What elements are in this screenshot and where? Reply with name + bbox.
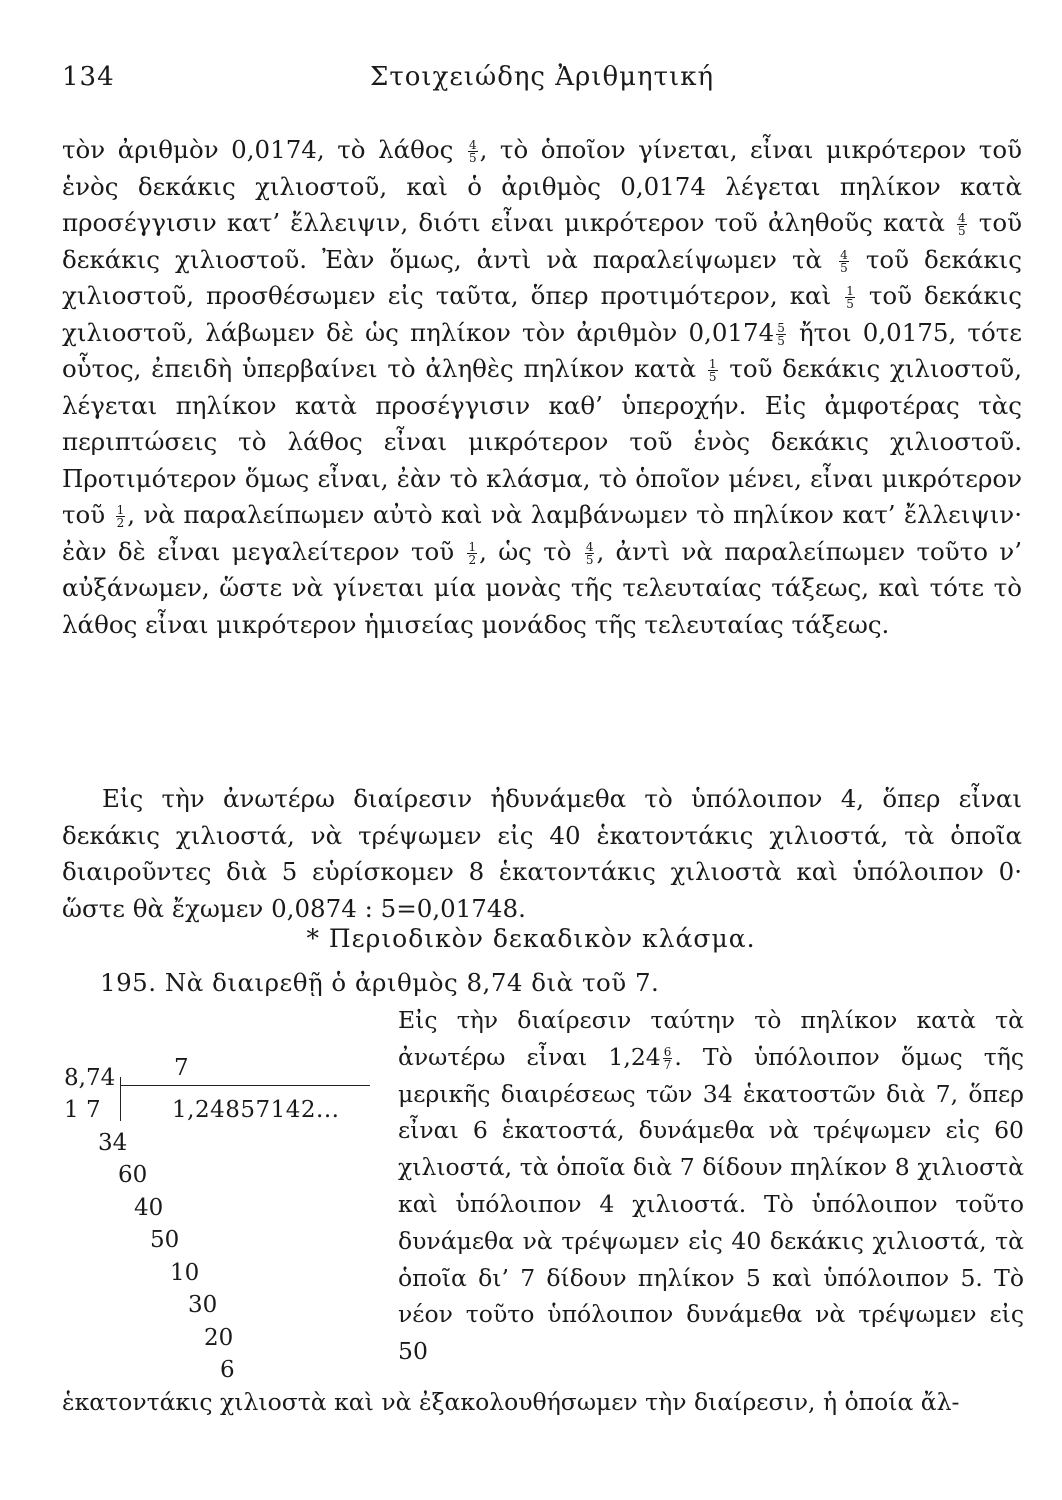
running-head: Στοιχειώδης Ἀριθμητική [369, 62, 715, 92]
division-remainder: 20 [204, 1325, 234, 1351]
division-divisor: 7 [174, 1055, 189, 1081]
page-header [62, 62, 1022, 102]
fraction: $\frac{6}{7}$ [663, 1044, 672, 1072]
continuation-line: ἑκατοντάκις χιλιοστὰ καὶ νὰ ἐξακολουθήσωμεν τὴν διαίρεσιν, ἡ ὁποία ἄλ- [62, 1388, 960, 1416]
problem-statement: 195. Νὰ διαιρεθῇ ὁ ἀριθμὸς 8,74 διὰ τοῦ 7. [100, 968, 660, 997]
division-remainder: 10 [170, 1260, 200, 1286]
fraction: $\frac{4}{5}$ [585, 539, 594, 567]
fraction: $\frac{4}{5}$ [468, 138, 477, 165]
division-dividend: 8,74 [64, 1065, 116, 1091]
division-remainder: 40 [134, 1195, 164, 1221]
long-division [62, 1055, 382, 1385]
division-line [120, 1085, 370, 1086]
section-title: * Περιοδικὸν δεκαδικὸν κλάσμα. [306, 924, 756, 953]
page-number: 134 [62, 62, 115, 92]
fraction: $\frac{1}{2}$ [116, 503, 125, 530]
paragraph-division-remainder: Εἰς τὴν ἀνωτέρω διαίρεσιν ἠδυνάμεθα τὸ ὑπόλοιπον 4, ὅπερ εἶναι δεκάκις χιλιοστά, νὰ τρέψωμεν εἰς 40 ἑκατοντάκις χιλιοστά, τὰ ὁποῖα διαιροῦντες διὰ 5 εὑρίσκομεν 8 ἑκατοντάκις χιλιοστὰ καὶ ὑπόλοιπον 0· ὥστε θὰ ἔχωμεν 0,0874 : 5=0,01748. [62, 784, 1022, 923]
division-bar [120, 1077, 121, 1121]
division-remainder: 1 7 [64, 1097, 101, 1123]
fraction: $\frac{1}{5}$ [708, 357, 717, 384]
division-remainder: 34 [98, 1130, 128, 1156]
fraction: $\frac{5}{5}$ [777, 320, 785, 348]
fraction: $\frac{4}{5}$ [840, 247, 848, 275]
division-explanation: Εἰς τὴν διαίρεσιν ταύτην τὸ πηλίκον κατὰ τὰ ἀνωτέρω εἶναι 1,24 $\frac{6}{7}$ . Τὸ ὑπόλοιπον ὅμως τῆς μερικῆς διαιρέσεως τῶν 34 ἑκατοστῶν διὰ 7, ὅπερ εἶναι 6 ἑκατοστά, δυνάμεθα νὰ τρέψωμεν εἰς 60 χιλιοστά, τὰ ὁποῖα διὰ 7 δίδουν πηλίκον 8 χιλιοστὰ καὶ ὑπόλοιπον 4 χιλιοστά. Τὸ ὑπόλοιπον τοῦτο δυνάμεθα νὰ τρέψωμεν εἰς 40 δεκάκις χιλιοστά, τὰ ὁποῖα δι’ 7 δίδουν πηλίκον 5 καὶ ὑπόλοιπον 5. Τὸ νέον τοῦτο ὑπόλοιπον δυνάμεθα νὰ τρέψωμεν εἰς 50 [398, 1006, 1024, 1366]
division-remainder: 60 [118, 1162, 148, 1188]
fraction: $\frac{1}{5}$ [846, 284, 854, 311]
division-remainder: 30 [188, 1292, 218, 1318]
fraction: $\frac{1}{2}$ [468, 539, 477, 567]
division-quotient: 1,24857142... [172, 1097, 340, 1123]
division-remainder: 6 [220, 1357, 235, 1383]
fraction: $\frac{4}{5}$ [958, 211, 966, 238]
division-remainder: 50 [150, 1227, 180, 1253]
paragraph-approximation: τὸν ἀριθμὸν 0,0174, τὸ λάθος $\frac{4}{5}$ , τὸ ὁποῖον γίνεται, εἶναι μικρότερον τοῦ ἑνὸς δεκάκις χιλιοστοῦ, καὶ ὁ ἀριθμὸς 0,0174 λέγεται πηλίκον κατὰ προσέγγισιν κατ’ ἔλλειψιν, διότι εἶναι μικρότερον τοῦ ἀληθοῦς κατὰ $\frac{4}{5}$ τοῦ δεκάκις χιλιοστοῦ. Ἐὰν ὅμως, ἀντὶ νὰ παραλείψωμεν τὰ $\frac{4}{5}$ τοῦ δεκάκις χιλιοστοῦ, προσθέσωμεν εἰς ταῦτα, ὅπερ προτιμότερον, καὶ $\frac{1}{5}$ τοῦ δεκάκις χιλιοστοῦ, λάβωμεν δὲ ὡς πηλίκον τὸν ἀριθμὸν 0,0174 $\frac{5}{5}$ ἤτοι 0,0175, τότε οὗτος, ἐπειδὴ ὑπερβαίνει τὸ ἀληθὲς πηλίκον κατὰ $\frac{1}{5}$ τοῦ δεκάκις χιλιοστοῦ, λέγεται πηλίκον κατὰ προσέγγισιν καθ’ ὑπεροχήν. Εἰς ἀμφοτέρας τὰς περιπτώσεις τὸ λάθος εἶναι μικρότερον τοῦ ἑνὸς δεκάκις χιλιοστοῦ. Προτιμότερον ὅμως εἶναι, ἐὰν τὸ κλάσμα, τὸ ὁποῖον μένει, εἶναι μικρότερον τοῦ $\frac{1}{2}$ , νὰ παραλείπωμεν αὐτὸ καὶ νὰ λαμβάνωμεν τὸ πηλίκον κατ’ ἔλλειψιν· ἐὰν δὲ εἶναι μεγαλείτερον τοῦ $\frac{1}{2}$ , ὡς τὸ $\frac{4}{5}$ , ἀντὶ νὰ παραλείπωμεν τοῦτο ν’ αὐξάνωμεν, ὥστε νὰ γίνεται μία μονὰς τῆς τελευταίας τάξεως, καὶ τότε τὸ λάθος εἶναι μικρότερον ἡμισείας μονάδος τῆς τελευταίας τάξεως. [62, 135, 1022, 639]
